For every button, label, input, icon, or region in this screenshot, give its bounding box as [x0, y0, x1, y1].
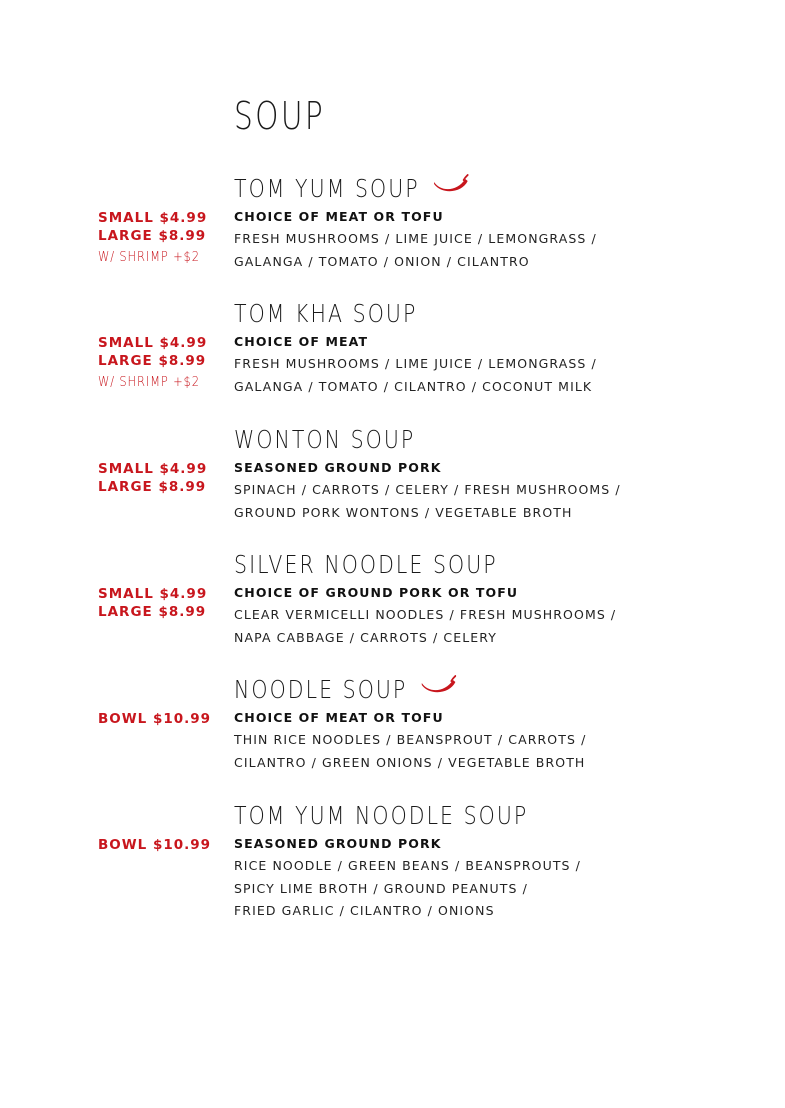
- ingredient-line: FRIED GARLIC / CILANTRO / ONIONS: [234, 903, 495, 918]
- chili-pepper-icon: [420, 673, 456, 702]
- price: BOWL $10.99: [98, 837, 212, 853]
- item-subtitle: CHOICE OF GROUND PORK OR TOFU: [234, 585, 519, 600]
- item-name: NOODLE SOUP: [234, 675, 457, 706]
- price-list: [98, 710, 228, 728]
- item-subtitle: CHOICE OF MEAT OR TOFU: [234, 209, 444, 224]
- item-subtitle: SEASONED GROUND PORK: [234, 460, 442, 475]
- price-list: [98, 836, 228, 854]
- price: SMALL $4.99: [98, 335, 208, 351]
- addon-price: W/ SHRIMP +$2: [98, 249, 200, 265]
- page-title: SOUP: [234, 94, 326, 138]
- ingredient-line: GROUND PORK WONTONS / VEGETABLE BROTH: [234, 504, 573, 520]
- price: LARGE $8.99: [98, 353, 207, 369]
- price-list: [98, 334, 228, 392]
- price-list: [98, 585, 228, 621]
- ingredient-line: RICE NOODLE / GREEN BEANS / BEANSPROUTS /: [234, 858, 581, 873]
- item-subtitle: SEASONED GROUND PORK: [234, 836, 442, 851]
- item-subtitle: CHOICE OF MEAT: [234, 334, 369, 349]
- price: SMALL $4.99: [98, 586, 208, 602]
- price: SMALL $4.99: [98, 461, 208, 477]
- ingredient-line: CILANTRO / GREEN ONIONS / VEGETABLE BROTH: [234, 754, 586, 770]
- item-name: WONTON SOUP: [234, 425, 416, 454]
- ingredient-line: GALANGA / TOMATO / ONION / CILANTRO: [234, 253, 530, 269]
- chili-pepper-icon: [433, 172, 469, 201]
- item-description: [234, 206, 754, 273]
- price: BOWL $10.99: [98, 711, 212, 727]
- item-description: [234, 582, 754, 649]
- price: LARGE $8.99: [98, 228, 207, 244]
- item-description: [234, 331, 754, 398]
- item-name: TOM KHA SOUP: [234, 299, 418, 328]
- item-name: SILVER NOODLE SOUP: [234, 550, 498, 579]
- item-description: [234, 457, 754, 524]
- ingredient-line: GALANGA / TOMATO / CILANTRO / COCONUT MILK: [234, 378, 593, 394]
- price: LARGE $8.99: [98, 604, 207, 620]
- item-name: TOM YUM SOUP: [234, 174, 469, 205]
- ingredient-line: FRESH MUSHROOMS / LIME JUICE / LEMONGRASS /: [234, 356, 597, 371]
- price-list: [98, 209, 228, 267]
- price: SMALL $4.99: [98, 210, 208, 226]
- ingredient-line: FRESH MUSHROOMS / LIME JUICE / LEMONGRASS /: [234, 231, 597, 246]
- item-subtitle: CHOICE OF MEAT OR TOFU: [234, 710, 444, 725]
- price-list: [98, 460, 228, 496]
- ingredient-line: NAPA CABBAGE / CARROTS / CELERY: [234, 629, 497, 645]
- ingredient-line: SPICY LIME BROTH / GROUND PEANUTS /: [234, 880, 528, 896]
- price: LARGE $8.99: [98, 479, 207, 495]
- addon-price: W/ SHRIMP +$2: [98, 374, 200, 390]
- item-description: [234, 833, 754, 923]
- item-name: TOM YUM NOODLE SOUP: [234, 801, 529, 830]
- ingredient-line: CLEAR VERMICELLI NOODLES / FRESH MUSHROOMS /: [234, 607, 617, 622]
- ingredient-line: SPINACH / CARROTS / CELERY / FRESH MUSHROOMS /: [234, 482, 621, 497]
- item-description: [234, 707, 754, 774]
- ingredient-line: THIN RICE NOODLES / BEANSPROUT / CARROTS /: [234, 732, 587, 747]
